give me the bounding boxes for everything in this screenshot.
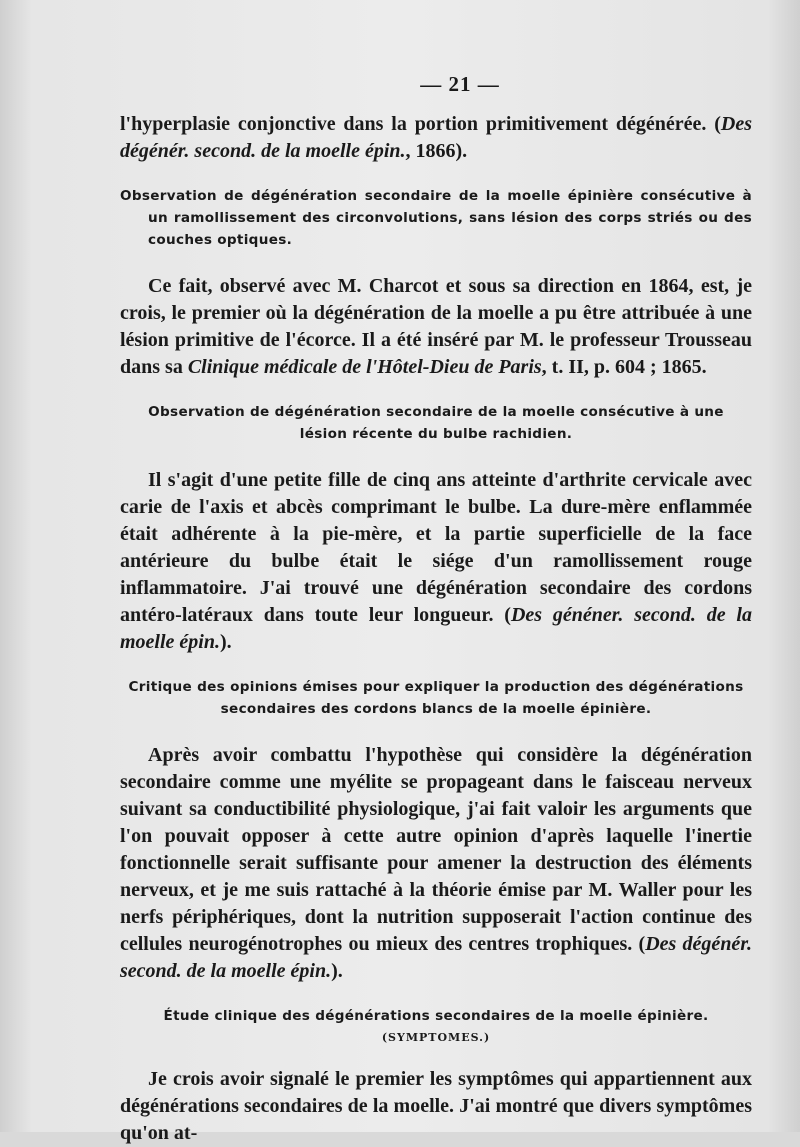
paragraph-5: Je crois avoir signalé le premier les symptômes qui appartiennent aux dégénérations secondaires de la moelle. J'ai montré que divers symptômes qu'on at- — [120, 1068, 752, 1144]
page-content — [120, 72, 752, 1147]
paragraph-3-text: Il s'agit d'une petite fille de cinq ans atteinte d'arthrite cervicale avec carie de l'axis et abcès comprimant le bulbe. La dure-mère enflammée était adhérente à la pie-mère, et la partie superficielle de la face antérieure du bulbe était le siége d'un ramollissement rouge inflammatoire. J'ai trouvé une dégénération secondaire des cordons antéro-latéraux dans toute leur longueur. ( — [120, 469, 752, 626]
paragraph-3 — [120, 467, 752, 656]
paragraph-4-citation: Des dégénér. second. de la moelle épin. — [120, 933, 752, 982]
paragraph-3-citation: Des généner. second. de la moelle épin. — [120, 604, 752, 653]
page-number: — 21 — — [420, 72, 500, 96]
paragraph-4 — [120, 742, 752, 985]
paragraph-4-end: ). — [331, 960, 343, 982]
paragraph-3-end: ). — [219, 631, 232, 653]
section-heading-4: Étude clinique des dégénérations secondaires de la moelle épinière. — [163, 1008, 709, 1024]
paragraph-1-end: , 1866). — [405, 140, 468, 162]
paragraph-2-end: , t. II, p. 604 ; 1865. — [541, 356, 707, 378]
paragraph-1-citation: Des dégénér. second. de la moelle épin. — [120, 113, 752, 162]
paragraph-2-text: Ce fait, observé avec M. Charcot et sous sa direction en 1864, est, je crois, le premier où la dégénération de la moelle a pu être attribuée à une lésion primitive de l'écorce. Il a été inséré par M. le professeur Trousseau dans sa — [120, 275, 752, 378]
section-heading-2: Observation de dégénération secondaire de la moelle consécutive à une lésion récente du bulbe rachidien. — [148, 404, 724, 442]
paragraph-2 — [120, 273, 752, 381]
section-heading-1: Observation de dégénération secondaire de la moelle épinière consécutive à un ramollissement des circonvolutions, sans lésion des corps striés ou des couches optiques. — [120, 188, 752, 248]
paragraph-4-text: Après avoir combattu l'hypothèse qui considère la dégénération secondaire comme une myélite se propageant dans le faisceau nerveux suivant sa conductibilité physiologique, j'ai fait valoir les arguments que l'on pouvait opposer à cette autre opinion d'après laquelle l'inertie fonctionnelle serait suffisante pour amener la destruction des éléments nerveux, et je me suis rattaché à la théorie émise par M. Waller pour les nerfs périphériques, dont la nutrition supposerait l'action continue des cellules neurogénotrophes ou mieux des centres trophiques. ( — [120, 744, 752, 955]
section-heading-3: Critique des opinions émises pour expliquer la production des dégénérations secondaires des cordons blancs de la moelle épinière. — [128, 679, 744, 717]
section-subheading-4: (SYMPTOMES.) — [381, 1031, 491, 1044]
paragraph-1 — [120, 111, 752, 165]
paragraph-1-text: l'hyperplasie conjonctive dans la portion primitivement dégénérée. ( — [120, 113, 721, 135]
paragraph-2-citation: Clinique médicale de l'Hôtel-Dieu de Paris — [187, 356, 542, 378]
